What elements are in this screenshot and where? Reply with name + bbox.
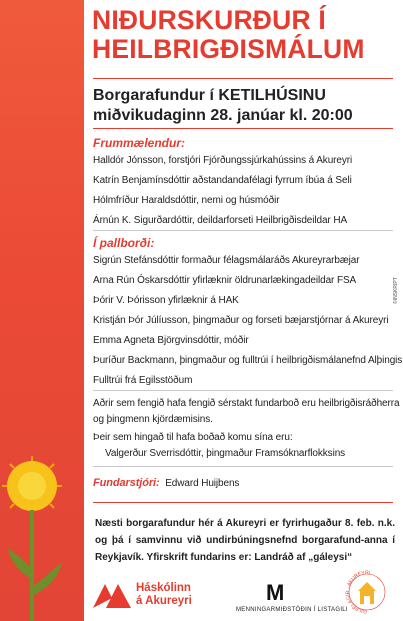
speaker-item: Katrín Benjamínsdóttir aðstandandafélagi fyrrum íbúa á Seli	[93, 175, 352, 186]
university-logo-text	[136, 582, 192, 608]
divider	[93, 502, 393, 503]
menningar-logo-icon: M	[266, 580, 285, 605]
headline-line-1: NIÐURSKURÐUR Í	[92, 5, 326, 35]
university-logo-icon	[93, 584, 131, 608]
panel-item: Arna Rún Óskarsdóttir yfirlæknir öldrunarlækingadeildar FSA	[93, 275, 357, 286]
panel-item: Þórir V. Þórisson yfirlæknir á HAK	[93, 295, 239, 306]
panel-item: Kristján Þór Júlíusson, þingmaður og forseti bæjarstjórnar á Akureyri	[93, 315, 389, 326]
speaker-item: Halldór Jónsson, forstjóri Fjórðungssjúrkahússins á Akureyri	[93, 155, 353, 166]
panel-item: Fulltrúi frá Egilsstöðum	[93, 375, 193, 386]
dandelion-illustration	[0, 430, 84, 621]
speakers-heading: Frummælendur:	[93, 136, 186, 150]
invite-note: Aðrir sem fengið hafa fengið sérstakt fundarboð eru heilbrigðisráðherra	[93, 398, 400, 409]
speaker-item: Hólmfríður Haraldsdóttir, nemi og húsmóðir	[93, 195, 280, 206]
moderator-label: Fundarstjóri:	[93, 477, 160, 489]
event-venue: Borgarafundur í KETILHÚSINU	[93, 87, 326, 104]
invite-note: Þeir sem hingað til hafa boðað komu sína eru:	[93, 432, 293, 443]
designer-credit: ©INSKRIPT	[393, 277, 399, 304]
divider	[93, 128, 393, 129]
menningar-logo-text: MENNINGARMIÐSTÖÐIN Í LISTAGILI	[236, 607, 348, 613]
panel-heading: Í pallborði:	[93, 236, 155, 250]
panel-item: Þuríður Backmann, þingmaður og fulltrúi í heilbrigðismálanefnd Alþingis	[93, 355, 403, 366]
divider	[93, 230, 393, 231]
ketilhus-logo-icon	[345, 570, 389, 618]
divider	[93, 78, 393, 79]
confirmed-attendee: Valgerður Sverrisdóttir, þingmaður Framsóknarflokksins	[105, 448, 346, 459]
headline-line-2: HEILBRIGÐISMÁLUM	[92, 34, 365, 64]
university-name-line-1: Háskólinn	[136, 582, 191, 594]
divider	[93, 390, 393, 391]
moderator	[93, 477, 239, 489]
panel-item: Emma Agneta Björgvinsdóttir, móðir	[93, 335, 249, 346]
event-datetime: miðvikudaginn 28. janúar kl. 20:00	[93, 107, 353, 124]
invite-note: og þingmenn kjördæmisins.	[93, 414, 213, 425]
panel-item: Sigrún Stefánsdóttir formaður félagsmálaráðs Akureyrarbæjar	[93, 255, 360, 266]
divider	[93, 466, 393, 467]
moderator-name: Edward Huijbens	[165, 478, 240, 489]
speaker-item: Árnún K. Sigurðardóttir, deildarforseti Heilbrigðisdeildar HA	[93, 215, 348, 226]
event-subtitle	[93, 86, 353, 126]
ketilhus-ring-text: GILFÉLAGIÐ · AKUREYRI	[345, 570, 371, 615]
headline	[92, 6, 365, 64]
university-name-line-2: á Akureyri	[136, 595, 192, 607]
next-meeting-note: Næsti borgarafundur hér á Akureyri er fyrirhugaður 8. feb. n.k. og þá í samvinnu við undirbúningsnefnd borgarafund-anna í Reykjavík. Yfirskrift fundarins er: Landráð af „gáleysi“	[95, 518, 395, 563]
